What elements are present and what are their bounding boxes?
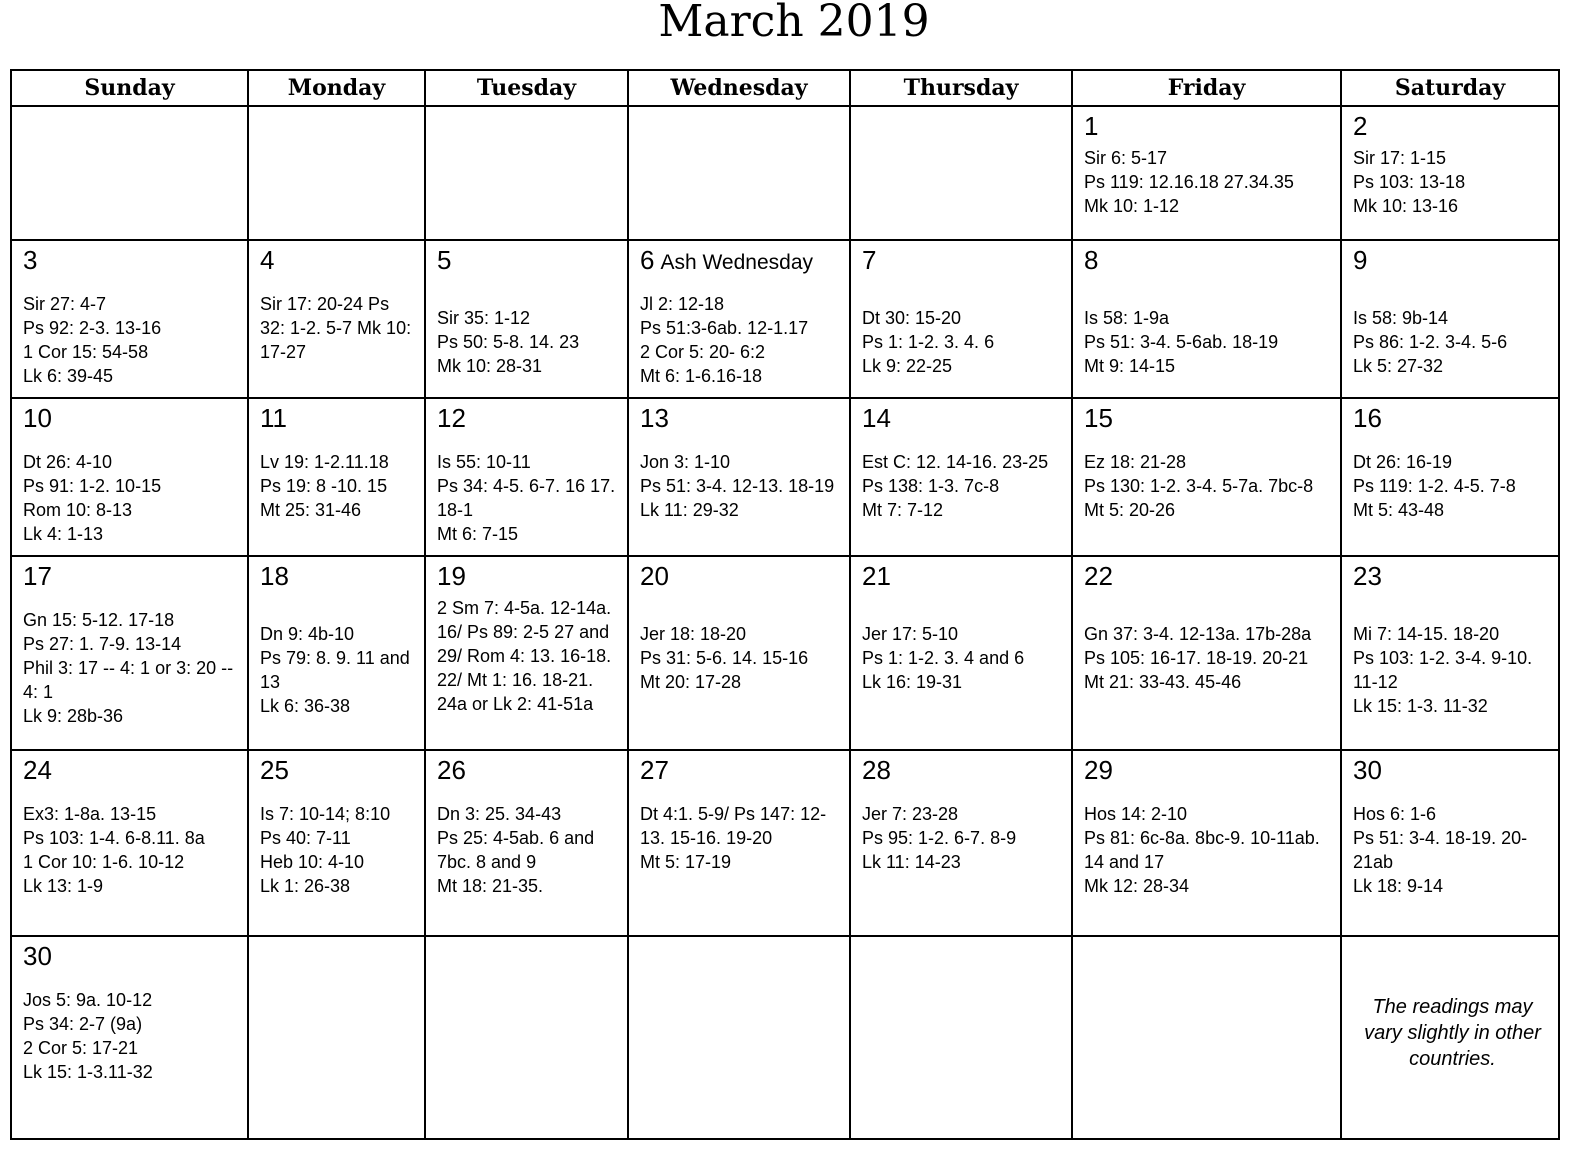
weekday-header-sunday: Sunday [11, 70, 248, 106]
reading-line: Mt 6: 7-15 [437, 524, 519, 544]
day-cell [628, 398, 850, 556]
reading-line: Ps 50: 5-8. 14. 23 [437, 332, 580, 352]
readings-list [23, 292, 241, 388]
readings-list [1353, 146, 1552, 218]
empty-cell [628, 106, 850, 240]
reading-line: Ps 103: 1-2. 3-4. 9-10. 11-12 [1353, 648, 1533, 692]
day-number [1084, 756, 1334, 786]
readings-list [1353, 450, 1552, 522]
day-number-value: 30 [23, 941, 52, 971]
reading-line: Jl 2: 12-18 [640, 294, 725, 314]
day-number [23, 942, 241, 972]
reading-line: Gn 37: 3-4. 12-13a. 17b-28a [1084, 624, 1312, 644]
reading-line: Mt 7: 7-12 [862, 500, 944, 520]
calendar-grid [10, 69, 1560, 1140]
readings-list [1353, 802, 1552, 898]
reading-line: Mt 5: 43-48 [1353, 500, 1445, 520]
reading-line: Mi 7: 14-15. 18-20 [1353, 624, 1500, 644]
footnote: The readings may vary slightly in other countries. [1364, 996, 1541, 1070]
readings-list [23, 802, 241, 898]
reading-line: Ps 138: 1-3. 7c-8 [862, 476, 1000, 496]
reading-line: Dt 30: 15-20 [862, 308, 962, 328]
empty-cell [425, 936, 628, 1139]
day-cell [1072, 750, 1341, 936]
day-number [862, 756, 1065, 786]
day-number [1084, 112, 1334, 142]
reading-line: Ps 103: 1-4. 6-8.11. 8a [23, 828, 205, 848]
reading-line: Jer 7: 23-28 [862, 804, 959, 824]
day-number [260, 404, 418, 434]
day-number [1353, 112, 1552, 142]
day-cell [248, 398, 425, 556]
day-cell [628, 556, 850, 750]
reading-line: Heb 10: 4-10 [260, 852, 365, 872]
day-number-value: 24 [23, 755, 52, 785]
day-cell [425, 556, 628, 750]
weekday-header-wednesday: Wednesday [628, 70, 850, 106]
day-cell [11, 556, 248, 750]
week-row [11, 106, 1559, 240]
reading-line: Is 58: 9b-14 [1353, 308, 1449, 328]
reading-line: Ps 130: 1-2. 3-4. 5-7a. 7bc-8 [1084, 476, 1314, 496]
day-cell [248, 750, 425, 936]
day-number-value: 27 [640, 755, 669, 785]
reading-line: Ps 81: 6c-8a. 8bc-9. 10-11ab. 14 and 17 [1084, 828, 1320, 872]
day-number-value: 7 [862, 245, 877, 275]
reading-line: Ps 1: 1-2. 3. 4. 6 [862, 332, 995, 352]
reading-line: Dt 26: 16-19 [1353, 452, 1453, 472]
reading-line: Lk 15: 1-3.11-32 [23, 1062, 153, 1082]
day-cell [11, 398, 248, 556]
reading-line: Mt 20: 17-28 [640, 672, 742, 692]
reading-line: Ps 51: 3-4. 12-13. 18-19 [640, 476, 835, 496]
reading-line: Hos 6: 1-6 [1353, 804, 1437, 824]
reading-line: Est C: 12. 14-16. 23-25 [862, 452, 1049, 472]
reading-line: Mk 10: 13-16 [1353, 196, 1459, 216]
day-cell [850, 556, 1072, 750]
day-number-value: 13 [640, 403, 669, 433]
day-number [862, 404, 1065, 434]
readings-list [640, 802, 843, 874]
reading-line: Mt 6: 1-6.16-18 [640, 366, 763, 386]
week-row [11, 936, 1559, 1139]
reading-line: Is 7: 10-14; 8:10 [260, 804, 391, 824]
day-number [23, 246, 241, 276]
day-number-value: 5 [437, 245, 452, 275]
reading-line: Ps 51: 3-4. 18-19. 20-21ab [1353, 828, 1528, 872]
day-number [640, 404, 843, 434]
empty-cell [248, 936, 425, 1139]
day-number [437, 562, 621, 592]
readings-list [260, 450, 418, 522]
readings-list [437, 596, 621, 716]
readings-list [260, 292, 418, 364]
day-cell [850, 240, 1072, 398]
reading-line: Mk 12: 28-34 [1084, 876, 1190, 896]
reading-line: Ex3: 1-8a. 13-15 [23, 804, 157, 824]
day-number-value: 22 [1084, 561, 1113, 591]
readings-list [1084, 306, 1334, 378]
day-number [260, 246, 418, 276]
weekday-header-monday: Monday [248, 70, 425, 106]
day-number [1353, 756, 1552, 786]
reading-line: Lk 4: 1-13 [23, 524, 104, 544]
readings-list [437, 306, 621, 378]
empty-cell [1341, 936, 1559, 1139]
week-row [11, 750, 1559, 936]
reading-line: 2 Cor 5: 20- 6:2 [640, 342, 766, 362]
reading-line: Ps 92: 2-3. 13-16 [23, 318, 162, 338]
week-row [11, 398, 1559, 556]
day-number-value: 4 [260, 245, 275, 275]
day-number-value: 11 [260, 403, 287, 433]
reading-line: Ps 31: 5-6. 14. 15-16 [640, 648, 809, 668]
reading-line: Lk 9: 28b-36 [23, 706, 124, 726]
day-number-value: 20 [640, 561, 669, 591]
day-number [1084, 562, 1334, 592]
readings-list [862, 306, 1065, 378]
reading-line: Ps 27: 1. 7-9. 13-14 [23, 634, 182, 654]
reading-line: Mt 5: 17-19 [640, 852, 732, 872]
reading-line: Lk 18: 9-14 [1353, 876, 1444, 896]
day-cell [1341, 556, 1559, 750]
day-cell [1072, 556, 1341, 750]
reading-line: Ps 119: 1-2. 4-5. 7-8 [1353, 476, 1516, 496]
reading-line: Jos 5: 9a. 10-12 [23, 990, 153, 1010]
day-cell [425, 750, 628, 936]
day-cell [850, 750, 1072, 936]
empty-cell [850, 936, 1072, 1139]
weekday-header-friday: Friday [1072, 70, 1341, 106]
empty-cell [425, 106, 628, 240]
day-cell [11, 240, 248, 398]
day-number-value: 14 [862, 403, 891, 433]
day-number [260, 562, 418, 592]
day-number-value: 1 [1084, 111, 1099, 141]
day-number [437, 246, 621, 276]
reading-line: Mt 5: 20-26 [1084, 500, 1176, 520]
day-cell [1072, 398, 1341, 556]
reading-line: Mt 25: 31-46 [260, 500, 362, 520]
day-cell [1341, 240, 1559, 398]
reading-line: Lk 9: 22-25 [862, 356, 953, 376]
empty-cell [628, 936, 850, 1139]
readings-list [862, 622, 1065, 694]
day-number [1084, 246, 1334, 276]
readings-list [640, 622, 843, 694]
weekday-header-tuesday: Tuesday [425, 70, 628, 106]
readings-list [23, 608, 241, 728]
readings-list [1084, 802, 1334, 898]
day-cell [628, 750, 850, 936]
day-number-value: 18 [260, 561, 289, 591]
reading-line: 1 Cor 15: 54-58 [23, 342, 149, 362]
empty-cell [850, 106, 1072, 240]
day-number-value: 2 [1353, 111, 1368, 141]
week-row [11, 556, 1559, 750]
day-number-value: 16 [1353, 403, 1382, 433]
reading-line: Sir 17: 1-15 [1353, 148, 1447, 168]
reading-line: Ps 86: 1-2. 3-4. 5-6 [1353, 332, 1508, 352]
reading-line: Lk 16: 19-31 [862, 672, 963, 692]
day-number-value: 29 [1084, 755, 1113, 785]
reading-line: Ps 105: 16-17. 18-19. 20-21 [1084, 648, 1309, 668]
day-number [1353, 562, 1552, 592]
reading-line: Gn 15: 5-12. 17-18 [23, 610, 175, 630]
reading-line: Ps 103: 13-18 [1353, 172, 1466, 192]
day-cell [850, 398, 1072, 556]
day-number-value: 21 [862, 561, 891, 591]
day-number-value: 3 [23, 245, 38, 275]
readings-list [437, 802, 621, 898]
reading-line: Hos 14: 2-10 [1084, 804, 1188, 824]
day-number [23, 756, 241, 786]
day-number-value: 28 [862, 755, 891, 785]
reading-line: Mt 21: 33-43. 45-46 [1084, 672, 1242, 692]
page-title: March 2019 [658, 0, 930, 47]
reading-line: Lk 11: 14-23 [862, 852, 961, 872]
reading-line: 2 Cor 5: 17-21 [23, 1038, 139, 1058]
day-number-value: 6 [640, 245, 655, 275]
reading-line: Dn 9: 4b-10 [260, 624, 355, 644]
day-number-value: 8 [1084, 245, 1099, 275]
day-number [1353, 246, 1552, 276]
day-cell [11, 750, 248, 936]
day-number [23, 562, 241, 592]
reading-line: Mk 10: 1-12 [1084, 196, 1180, 216]
readings-list [23, 450, 241, 546]
readings-list [1084, 622, 1334, 694]
empty-cell [1072, 936, 1341, 1139]
day-number-value: 23 [1353, 561, 1382, 591]
day-number [640, 246, 843, 276]
weekday-header-saturday: Saturday [1341, 70, 1559, 106]
day-cell [1341, 750, 1559, 936]
reading-line: Dt 26: 4-10 [23, 452, 113, 472]
day-cell [1341, 106, 1559, 240]
reading-line: Sir 27: 4-7 [23, 294, 107, 314]
readings-list [1353, 622, 1552, 718]
day-number [640, 562, 843, 592]
reading-line: Ps 1: 1-2. 3. 4 and 6 [862, 648, 1025, 668]
readings-list [862, 450, 1065, 522]
day-number [1084, 404, 1334, 434]
weekday-header-row [11, 70, 1559, 106]
day-number-value: 19 [437, 561, 466, 591]
day-number [437, 756, 621, 786]
reading-line: Ez 18: 21-28 [1084, 452, 1187, 472]
reading-line: Sir 6: 5-17 [1084, 148, 1168, 168]
day-cell [1072, 240, 1341, 398]
day-number-value: 10 [23, 403, 52, 433]
reading-line: Mt 9: 14-15 [1084, 356, 1176, 376]
readings-list [1353, 306, 1552, 378]
reading-line: Jer 18: 18-20 [640, 624, 747, 644]
readings-list [437, 450, 621, 546]
day-number [1353, 404, 1552, 434]
reading-line: Jon 3: 1-10 [640, 452, 731, 472]
day-number-value: 15 [1084, 403, 1113, 433]
reading-line: Lk 5: 27-32 [1353, 356, 1444, 376]
reading-line: Mt 18: 21-35. [437, 876, 544, 896]
reading-line: Mk 10: 28-31 [437, 356, 543, 376]
readings-list [260, 622, 418, 718]
readings-list [640, 450, 843, 522]
reading-line: Dn 3: 25. 34-43 [437, 804, 562, 824]
reading-line: Ps 34: 2-7 (9a) [23, 1014, 143, 1034]
reading-line: Ps 51: 3-4. 5-6ab. 18-19 [1084, 332, 1279, 352]
reading-line: Rom 10: 8-13 [23, 500, 133, 520]
reading-line: Is 58: 1-9a [1084, 308, 1170, 328]
readings-list [1084, 146, 1334, 218]
reading-line: Ps 25: 4-5ab. 6 and 7bc. 8 and 9 [437, 828, 595, 872]
day-number-value: 12 [437, 403, 466, 433]
empty-cell [11, 106, 248, 240]
day-cell [628, 240, 850, 398]
day-number-value: 26 [437, 755, 466, 785]
reading-line: Dt 4:1. 5-9/ Ps 147: 12-13. 15-16. 19-20 [640, 804, 827, 848]
week-row [11, 240, 1559, 398]
reading-line: Ps 91: 1-2. 10-15 [23, 476, 162, 496]
readings-list [260, 802, 418, 898]
reading-line: Ps 19: 8 -10. 15 [260, 476, 388, 496]
day-number [437, 404, 621, 434]
reading-line: Ps 40: 7-11 [260, 828, 351, 848]
day-cell [1072, 106, 1341, 240]
readings-list [23, 988, 241, 1084]
reading-line: Ps 119: 12.16.18 27.34.35 [1084, 172, 1294, 192]
reading-line: Ps 95: 1-2. 6-7. 8-9 [862, 828, 1017, 848]
readings-list [640, 292, 843, 388]
day-cell [248, 240, 425, 398]
reading-line: Lk 1: 26-38 [260, 876, 351, 896]
reading-line: Lk 6: 39-45 [23, 366, 114, 386]
day-number [640, 756, 843, 786]
reading-line: Lk 11: 29-32 [640, 500, 739, 520]
empty-cell [248, 106, 425, 240]
day-number [260, 756, 418, 786]
reading-line: Lk 6: 36-38 [260, 696, 351, 716]
day-number [862, 562, 1065, 592]
day-number-value: 9 [1353, 245, 1368, 275]
reading-line: 2 Sm 7: 4-5a. 12-14a. 16/ Ps 89: 2-5 27 and 29/ Rom 4: 13. 16-18. 22/ Mt 1: 16. 18-21. 24a or Lk 2: 41-51a [437, 598, 612, 714]
day-cell [248, 556, 425, 750]
day-number-value: 30 [1353, 755, 1382, 785]
reading-line: Is 55: 10-11 [437, 452, 531, 472]
day-number [23, 404, 241, 434]
readings-list [862, 802, 1065, 874]
reading-line: Sir 17: 20-24 Ps 32: 1-2. 5-7 Mk 10: 17-27 [260, 294, 412, 362]
day-number [862, 246, 1065, 276]
reading-line: Jer 17: 5-10 [862, 624, 959, 644]
reading-line: Lk 13: 1-9 [23, 876, 104, 896]
reading-line: Ps 79: 8. 9. 11 and 13 [260, 648, 410, 692]
day-cell [11, 936, 248, 1139]
feast-label: Ash Wednesday [660, 251, 814, 274]
reading-line: Phil 3: 17 -- 4: 1 or 3: 20 -- 4: 1 [23, 658, 234, 702]
day-cell [425, 398, 628, 556]
reading-line: Lk 15: 1-3. 11-32 [1353, 696, 1488, 716]
day-cell [425, 240, 628, 398]
reading-line: Sir 35: 1-12 [437, 308, 531, 328]
day-number-value: 17 [23, 561, 52, 591]
day-number-value: 25 [260, 755, 289, 785]
reading-line: Ps 51:3-6ab. 12-1.17 [640, 318, 809, 338]
reading-line: Ps 34: 4-5. 6-7. 16 17. 18-1 [437, 476, 616, 520]
weekday-header-thursday: Thursday [850, 70, 1072, 106]
reading-line: Lv 19: 1-2.11.18 [260, 452, 389, 472]
readings-list [1084, 450, 1334, 522]
day-cell [1341, 398, 1559, 556]
reading-line: 1 Cor 10: 1-6. 10-12 [23, 852, 185, 872]
